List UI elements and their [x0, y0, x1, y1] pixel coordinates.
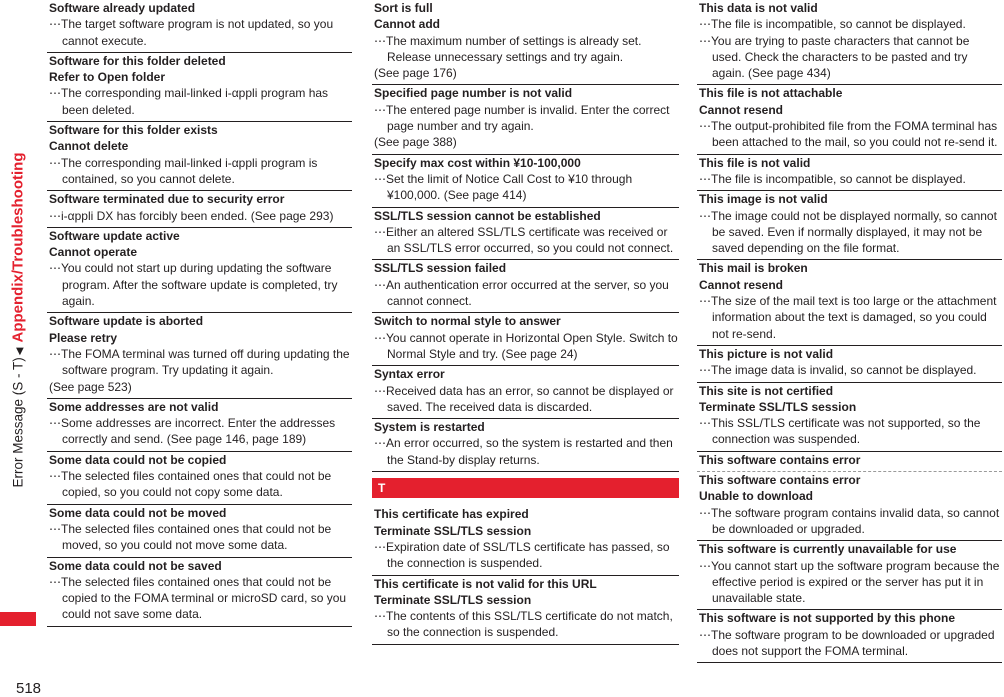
error-entry	[47, 53, 352, 122]
error-entry	[372, 366, 679, 419]
error-description: ⋯Some addresses are incorrect. Enter the addresses correctly and send. (See page 146, page 189)	[49, 416, 336, 447]
sidebar-section: Appendix/Troubleshooting	[9, 152, 27, 343]
error-description: ⋯i-αppli DX has forcibly been ended. (See page 293)	[49, 208, 334, 223]
error-title: This certificate has expired	[374, 507, 529, 522]
error-entry	[372, 419, 679, 472]
error-description: ⋯This SSL/TLS certificate was not supported, so the connection was suspended.	[699, 416, 981, 447]
error-title: This image is not valid	[699, 192, 828, 207]
sidebar-tab	[0, 612, 36, 626]
error-title: This file is not valid	[699, 155, 811, 170]
error-title: This mail is broken	[699, 261, 808, 276]
error-description: ⋯The maximum number of settings is already set. Release unnecessary settings and try again.	[374, 33, 642, 64]
error-title: This software contains error	[699, 473, 861, 488]
error-description: ⋯The selected files contained ones that could not be moved, so you could not move some data.	[49, 521, 332, 553]
section-header: T	[372, 478, 679, 498]
error-entry	[697, 346, 1002, 383]
error-title: Unable to download	[699, 489, 813, 504]
error-entry	[47, 505, 352, 558]
error-entry	[47, 452, 352, 505]
error-entry	[697, 541, 1002, 610]
error-title: Software update is aborted	[49, 314, 204, 329]
error-entry	[47, 399, 352, 452]
column-1	[47, 0, 352, 627]
error-description: (See page 388)	[374, 135, 457, 150]
error-title: Specify max cost within ¥10-100,000	[374, 155, 581, 170]
error-title: This certificate is not valid for this URL	[374, 576, 597, 591]
error-entry	[697, 472, 1002, 541]
error-description: ⋯The corresponding mail-linked i-αppli program has been deleted.	[49, 86, 329, 117]
error-description: ⋯The file is incompatible, so cannot be displayed.	[699, 17, 966, 32]
error-title: Software for this folder exists	[49, 123, 218, 138]
error-title: This software contains error	[699, 452, 861, 467]
error-description: ⋯The selected files contained ones that could not be copied, so you could not copy some data.	[49, 469, 332, 500]
error-title: Software terminated due to security error	[49, 192, 285, 207]
error-title: Terminate SSL/TLS session	[699, 399, 857, 414]
column-2	[372, 0, 679, 645]
error-description: ⋯The size of the mail text is too large or the attachment information about the text is damaged, so you could not re-send.	[699, 294, 997, 341]
error-description: ⋯The file is incompatible, so cannot be displayed.	[699, 171, 966, 186]
error-entry	[372, 155, 679, 208]
error-title: Some addresses are not valid	[49, 399, 219, 414]
error-description: ⋯Expiration date of SSL/TLS certificate has passed, so the connection is suspended.	[374, 539, 670, 571]
error-title: Please retry	[49, 330, 118, 345]
error-title: SSL/TLS session cannot be established	[374, 208, 601, 223]
error-title: Cannot resend	[699, 277, 784, 292]
error-title: SSL/TLS session failed	[374, 261, 507, 276]
error-entry	[697, 452, 1002, 472]
error-description: ⋯An authentication error occurred at the server, so you cannot connect.	[374, 277, 669, 309]
error-title: This software is currently unavailable for use	[699, 542, 957, 557]
error-title: System is restarted	[374, 420, 485, 435]
error-title: This software is not supported by this phone	[699, 611, 956, 626]
error-entry	[697, 0, 1002, 85]
sidebar	[0, 0, 36, 697]
error-title: Sort is full	[374, 1, 433, 15]
error-title: Cannot operate	[49, 245, 138, 260]
error-entry	[372, 208, 679, 261]
error-title: Some data could not be saved	[49, 558, 222, 573]
error-title: Cannot add	[374, 17, 440, 32]
error-title: Syntax error	[374, 367, 445, 382]
error-description: ⋯An error occurred, so the system is restarted and then the Stand-by display returns.	[374, 436, 673, 467]
triangle-icon: ◀	[14, 347, 26, 356]
error-entry	[47, 191, 352, 228]
error-title: Software for this folder deleted	[49, 53, 226, 68]
error-entry	[697, 383, 1002, 452]
error-description: ⋯The selected files contained ones that could not be copied to the FOMA terminal or microSD card, so you could not save some data.	[49, 574, 347, 622]
error-title: Software update active	[49, 228, 180, 243]
error-entry	[372, 506, 679, 575]
error-title: This picture is not valid	[699, 346, 834, 361]
error-entry	[372, 0, 679, 85]
error-entry	[697, 610, 1002, 663]
error-title: This data is not valid	[699, 1, 818, 15]
error-description: ⋯The FOMA terminal was turned off during updating the software program. Try updating it again.	[49, 346, 350, 378]
error-description: ⋯The image could not be displayed normally, so cannot be saved. Even if normally displayed, it may not be saved depending on the file format.	[699, 208, 997, 256]
sidebar-label	[10, 153, 27, 488]
page-number: 518	[16, 680, 42, 697]
error-entry	[697, 155, 1002, 192]
error-entry	[697, 191, 1002, 260]
error-description: (See page 176)	[374, 66, 457, 81]
error-title: Specified page number is not valid	[374, 86, 573, 101]
error-entry	[47, 0, 352, 53]
error-description: ⋯The software program contains invalid data, so cannot be downloaded or upgraded.	[699, 505, 1000, 536]
error-title: Terminate SSL/TLS session	[374, 592, 532, 607]
error-entry	[372, 313, 679, 366]
error-entry	[47, 558, 352, 627]
error-description: ⋯You are trying to paste characters that cannot be used. Check the characters to be pasted and try again. (See page 434)	[699, 33, 970, 81]
error-description: ⋯The contents of this SSL/TLS certificate do not match, so the connection is suspended.	[374, 609, 673, 640]
error-description: (See page 523)	[49, 379, 132, 394]
error-description: ⋯Set the limit of Notice Call Cost to ¥10 through ¥100,000. (See page 414)	[374, 171, 633, 203]
error-entry	[372, 260, 679, 313]
error-entry	[697, 260, 1002, 345]
error-description: ⋯You cannot start up the software program because the effective period is expired or the server has put it in unavailable state.	[699, 558, 1000, 606]
error-entry	[47, 313, 352, 398]
error-description: ⋯The software program to be downloaded or upgraded does not support the FOMA terminal.	[699, 627, 995, 658]
error-description: ⋯The corresponding mail-linked i-αppli program is contained, so you cannot delete.	[49, 155, 318, 186]
column-3	[697, 0, 1002, 663]
error-description: ⋯The output-prohibited file from the FOMA terminal has been attached to the mail, so you could not re-send it.	[699, 119, 998, 150]
error-description: ⋯The target software program is not updated, so you cannot execute.	[49, 17, 334, 48]
error-title: Switch to normal style to answer	[374, 314, 561, 329]
error-title: Cannot resend	[699, 102, 784, 117]
error-title: Some data could not be copied	[49, 452, 227, 467]
error-title: This file is not attachable	[699, 86, 843, 101]
error-entry	[372, 576, 679, 645]
error-title: Some data could not be moved	[49, 505, 227, 520]
error-entry	[697, 85, 1002, 154]
error-title: Software already updated	[49, 1, 196, 15]
error-entry	[47, 122, 352, 191]
error-entry	[47, 228, 352, 313]
sidebar-prefix: Error Message (S - T)	[10, 357, 26, 488]
error-title: Refer to Open folder	[49, 70, 166, 85]
error-entry	[372, 85, 679, 154]
error-description: ⋯Either an altered SSL/TLS certificate was received or an SSL/TLS error occurred, so you could not connect.	[374, 224, 674, 256]
error-description: ⋯You could not start up during updating the software program. After the software update is completed, try again.	[49, 261, 338, 309]
error-description: ⋯The image data is invalid, so cannot be displayed.	[699, 363, 977, 378]
error-description: ⋯The entered page number is invalid. Enter the correct page number and try again.	[374, 102, 670, 134]
error-title: This site is not certified	[699, 383, 834, 398]
error-title: Terminate SSL/TLS session	[374, 523, 532, 538]
error-title: Cannot delete	[49, 139, 129, 154]
error-description: ⋯Received data has an error, so cannot be displayed or saved. The received data is discarded.	[374, 383, 674, 414]
error-description: ⋯You cannot operate in Horizontal Open Style. Switch to Normal Style and try. (See page 24)	[374, 330, 678, 361]
